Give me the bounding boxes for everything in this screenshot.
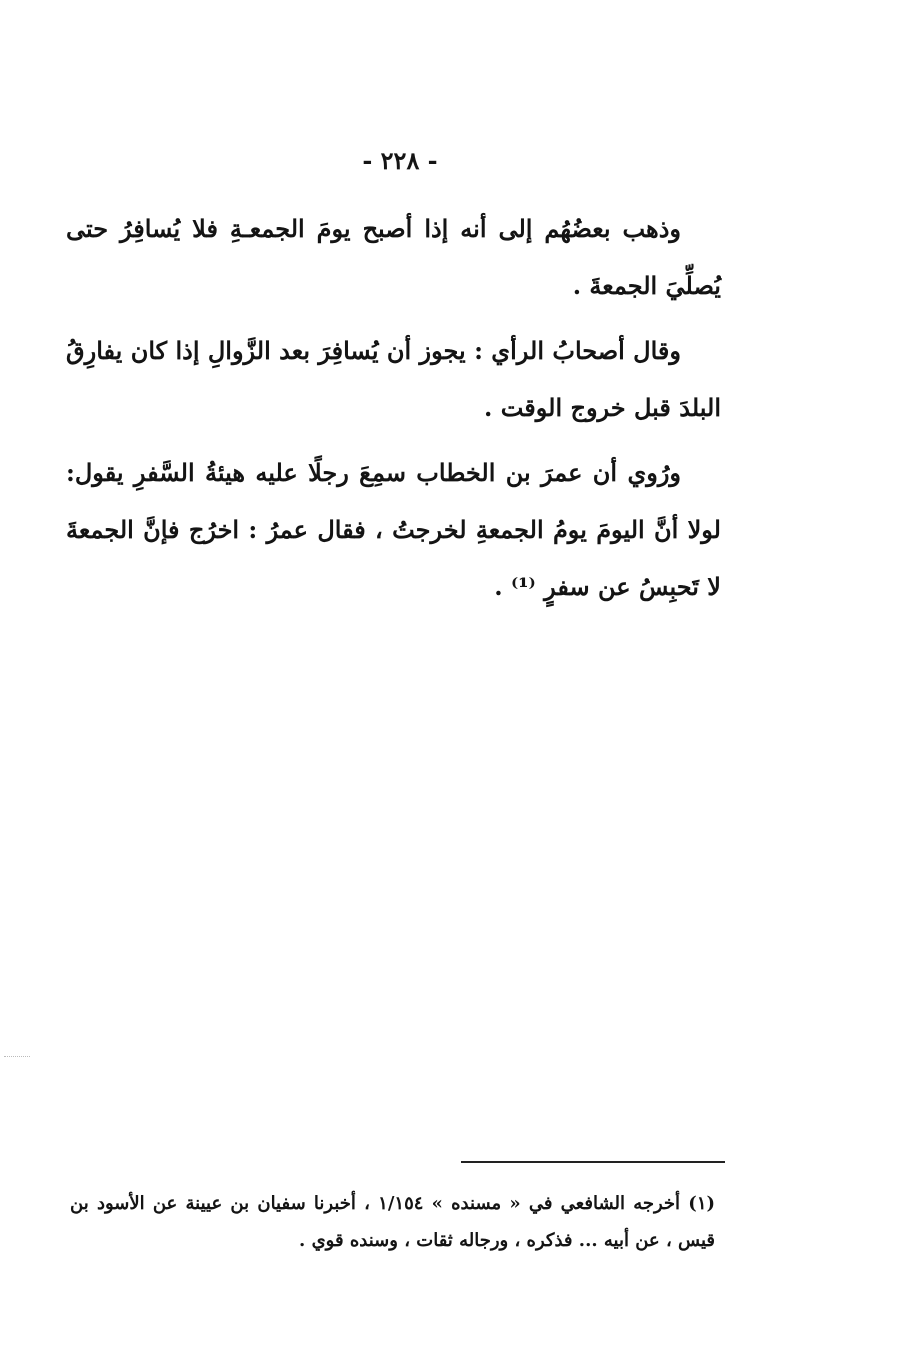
footnote: (١) أخرجه الشافعي في « مسنده » ١/١٥٤ ، أخبرنا سفيان بن عيينة عن الأسود بن قيس ، عن أبيه ... فذكره ، ورجاله ثقات ، وسنده قوي . <box>70 1193 716 1251</box>
paragraph: وقال أصحابُ الرأي : يجوز أن يُسافِرَ بعد الزَّوالِ إذا كان يفارِقُ البلدَ قبل خروج الوقت . <box>66 336 721 422</box>
scan-artifact <box>4 1056 30 1057</box>
main-text <box>66 200 721 623</box>
paragraph: وذهب بعضُهُم إلى أنه إذا أصبح يومَ الجمعـةِ فلا يُسافِرُ حتى يُصلِّيَ الجمعةَ . <box>66 214 721 300</box>
page-number: - ٢٢٨ - <box>362 146 438 175</box>
footnote-divider <box>461 1161 725 1163</box>
footnotes <box>70 1185 715 1259</box>
paragraph: ورُوي أن عمرَ بن الخطاب سمِعَ رجلًا عليه هيئةُ السَّفرِ يقول: لولا أنَّ اليومَ يومُ الجمعةِ لخرجتُ ، فقال عمرُ : اخرُج فإنَّ الجمعةَ لا تَحبِسُ عن سفرٍ ⁽¹⁾ . <box>66 458 721 601</box>
